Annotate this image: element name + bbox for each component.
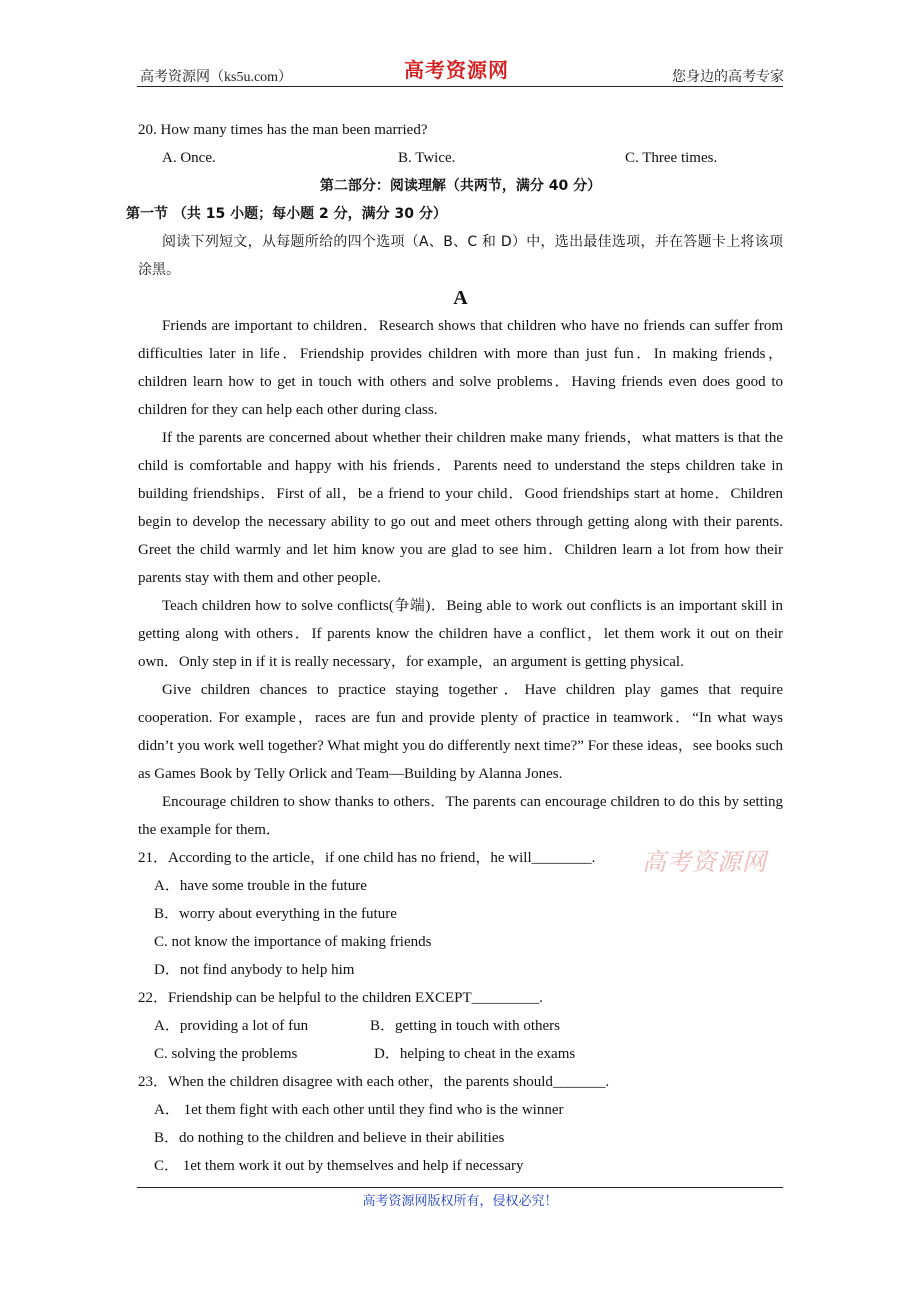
- q22-options-row-2: [138, 1040, 783, 1068]
- question-21-stem: 21．According to the article，if one child has no friend，he will________.: [138, 850, 596, 866]
- footer-divider: [137, 1187, 783, 1188]
- passage-paragraph: Give children chances to practice staying together．Have children play games that require cooperation. For example，races are fun and provide plenty of practice in teamwork．“In what ways didn’t you work well together? What might you do differently next time?” For these ideas，see books such as Games Book by Telly Orlick and Team—Building by Alanna Jones.: [138, 682, 783, 782]
- q22-options-row-1: [138, 1012, 783, 1040]
- q22-option-d: D．helping to cheat in the exams: [374, 1046, 576, 1062]
- question-20-options: [138, 144, 783, 172]
- footer-copyright: 高考资源网版权所有，侵权必究！: [362, 1193, 558, 1208]
- q23-option-b: B．do nothing to the children and believe in their abilities: [154, 1130, 505, 1146]
- page-content: [126, 116, 783, 1180]
- q22-option-c: C. solving the problems: [154, 1046, 298, 1062]
- question-23-stem: 23．When the children disagree with each other，the parents should_______.: [138, 1074, 610, 1090]
- q22-option-a: A．providing a lot of fun: [154, 1018, 309, 1034]
- q20-option-b: B. Twice.: [398, 150, 456, 166]
- header-divider: [137, 86, 783, 87]
- q21-option-d: D．not find anybody to help him: [154, 962, 355, 978]
- q23-option-a: A． 1et them fight with each other until they find who is the winner: [154, 1102, 564, 1118]
- passage-letter: A: [453, 287, 468, 309]
- passage-paragraph: Encourage children to show thanks to others．The parents can encourage children to do this by setting the example for them．: [138, 794, 783, 838]
- question-20-stem: 20. How many times has the man been married?: [138, 122, 428, 138]
- q21-option-b: B．worry about everything in the future: [154, 906, 397, 922]
- q20-option-c: C. Three times.: [625, 150, 718, 166]
- header-site-name: 高考资源网（ks5u.com）: [140, 70, 293, 85]
- passage-paragraph: Friends are important to children．Research shows that children who have no friends can suffer from difficulties later in life．Friendship provides children with more than just fun．In making friends，children learn how to get in touch with others and solve problems．Having friends even does good to children for they can help each other during class.: [138, 318, 783, 418]
- q22-option-b: B．getting in touch with others: [370, 1018, 560, 1034]
- section-instructions: 阅读下列短文，从每题所给的四个选项（A、B、C 和 D）中，选出最佳选项，并在答题卡上将该项涂黑。: [138, 234, 783, 278]
- header-logo: 高考资源网: [404, 60, 509, 82]
- section-subtitle: 第一节 （共 15 小题；每小题 2 分，满分 30 分）: [126, 206, 447, 222]
- section-title: 第二部分：阅读理解（共两节，满分 40 分）: [319, 178, 602, 194]
- q21-option-a: A．have some trouble in the future: [154, 878, 367, 894]
- q23-option-c: C． 1et them work it out by themselves and help if necessary: [154, 1158, 524, 1174]
- question-22-stem: 22．Friendship can be helpful to the children EXCEPT_________.: [138, 990, 543, 1006]
- passage-paragraph: Teach children how to solve conflicts(争端)．Being able to work out conflicts is an important skill in getting along with others．If parents know the children have a conflict，let them work it out on their own．Only step in if it is really necessary，for example，an argument is getting physical.: [138, 598, 783, 670]
- q21-option-c: C. not know the importance of making friends: [154, 934, 432, 950]
- passage-paragraph: If the parents are concerned about whether their children make many friends，what matters is that the child is comfortable and happy with his friends．Parents need to understand the steps children take in building friendships．First of all，be a friend to your child．Good friendships start at home．Children begin to develop the necessary ability to go out and meet others through getting along with their parents. Greet the child warmly and let him know you are glad to see him．Children learn a lot from how their parents stay with them and other people.: [138, 430, 783, 586]
- watermark: 高考资源网: [642, 850, 767, 876]
- header-slogan: 您身边的高考专家: [672, 70, 784, 85]
- q20-option-a: A. Once.: [162, 150, 216, 166]
